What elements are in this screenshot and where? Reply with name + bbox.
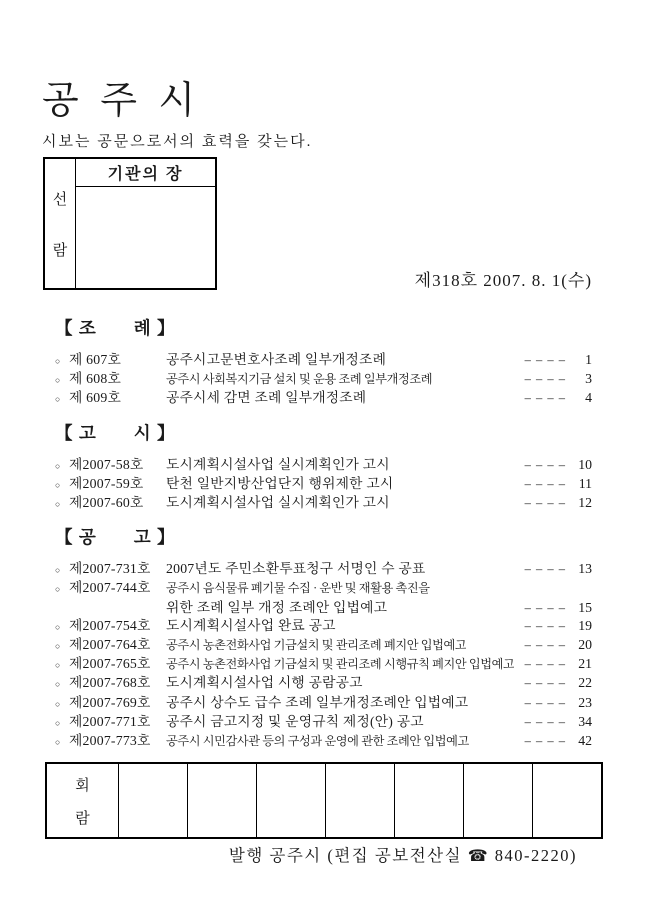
item-title: 공주시 사회복지기금 설치 및 운용 조례 일부개정조례 <box>166 372 433 387</box>
item-title: 공주시고문변호사조례 일부개정조례 <box>166 352 387 367</box>
table-of-contents <box>55 318 592 751</box>
item-page-number: 23 <box>578 694 592 710</box>
item-title: 탄천 일반지방산업단지 행위제한 고시 <box>166 475 394 491</box>
item-title: 도시계획시설사업 실시계획인가 고시 <box>166 495 390 511</box>
item-bullet-icon: ○ <box>55 660 61 671</box>
circulation-char-2: 람 <box>75 810 90 827</box>
circulation-empty-cell <box>188 764 257 837</box>
item-bullet-icon: ○ <box>55 460 61 471</box>
section-notifications <box>55 423 592 514</box>
item-title: 공주시 농촌전화사업 기금설치 및 관리조례 시행규칙 폐지안 입법예고 <box>166 657 515 672</box>
item-page-number: 13 <box>578 561 592 577</box>
review-stamp-header: 기관의 장 <box>76 159 215 187</box>
section-announcements <box>55 527 592 751</box>
item-bullet-icon: ○ <box>55 717 61 728</box>
item-number: 제2007-771호 <box>69 713 151 729</box>
item-number: 제 607호 <box>69 352 121 367</box>
item-number: 제 609호 <box>69 390 121 406</box>
toc-item <box>55 389 592 408</box>
item-leader-dashes: – – – – <box>524 638 566 653</box>
item-number: 제2007-764호 <box>69 637 151 653</box>
item-leader-dashes: – – – – <box>524 353 566 367</box>
circulation-label <box>47 764 119 837</box>
item-leader-dashes: – – – – <box>524 714 566 729</box>
item-bullet-icon: ○ <box>55 621 61 632</box>
item-number: 제2007-768호 <box>69 675 151 691</box>
item-page-number: 19 <box>578 617 592 633</box>
item-bullet-icon: ○ <box>55 584 61 595</box>
circulation-empty-cell <box>119 764 188 837</box>
circulation-empty-cell <box>464 764 533 837</box>
toc-item-continuation <box>55 599 592 617</box>
item-leader-dashes: – – – – <box>524 657 566 672</box>
section-header-announcements: 【 공 고 】 <box>55 527 176 548</box>
circulation-box <box>45 762 603 839</box>
item-title: 공주시세 감면 조례 일부개정조례 <box>166 390 367 406</box>
item-page-number: 34 <box>578 713 592 729</box>
issue-number-date: 제318호 2007. 8. 1(수) <box>414 271 592 290</box>
review-stamp-side-label <box>45 159 76 288</box>
item-leader-dashes: – – – – <box>524 676 566 691</box>
item-leader-dashes: – – – – <box>524 457 566 472</box>
item-title: 공주시 시민감사관 등의 구성과 운영에 관한 조례안 입법예고 <box>166 734 469 749</box>
telephone-icon: ☎ <box>467 848 490 865</box>
section-ordinances <box>55 318 592 409</box>
toc-item <box>55 732 592 751</box>
item-page-number: 3 <box>585 371 592 387</box>
item-bullet-icon: ○ <box>55 375 61 386</box>
item-title: 공주시 금고지정 및 운영규칙 제정(안) 공고 <box>166 713 424 729</box>
item-bullet-icon: ○ <box>55 565 61 576</box>
item-bullet-icon: ○ <box>55 737 61 748</box>
item-leader-dashes: – – – – <box>524 618 566 633</box>
item-leader-dashes: – – – – <box>524 372 566 387</box>
gazette-subtitle: 시보는 공문으로서의 효력을 갖는다. <box>42 134 313 150</box>
item-number: 제2007-731호 <box>69 561 151 577</box>
item-leader-dashes: – – – – <box>524 600 566 615</box>
review-stamp-empty-area <box>76 187 215 288</box>
item-bullet-icon: ○ <box>55 499 61 510</box>
publisher-phone-number: 840-2220) <box>494 846 577 865</box>
item-number: 제2007-754호 <box>69 617 151 633</box>
toc-item <box>55 579 592 598</box>
toc-item <box>55 674 592 693</box>
toc-item <box>55 655 592 674</box>
item-title: 도시계획시설사업 완료 공고 <box>166 617 336 633</box>
item-page-number: 21 <box>578 656 592 672</box>
item-number: 제2007-769호 <box>69 694 151 710</box>
toc-item <box>55 694 592 713</box>
section-header-ordinances: 【 조 례 】 <box>55 318 176 338</box>
toc-item <box>55 351 592 370</box>
item-leader-dashes: – – – – <box>524 562 566 577</box>
toc-item <box>55 494 592 513</box>
item-page-number: 10 <box>578 456 592 472</box>
item-number: 제2007-744호 <box>69 580 151 596</box>
toc-item <box>55 370 592 389</box>
circulation-empty-cell <box>326 764 395 837</box>
item-bullet-icon: ○ <box>55 679 61 690</box>
item-number: 제2007-773호 <box>69 733 151 749</box>
item-title: 2007년도 주민소환투표청구 서명인 수 공표 <box>166 561 426 577</box>
item-page-number: 4 <box>585 390 592 406</box>
item-bullet-icon: ○ <box>55 479 61 490</box>
review-stamp-box <box>43 157 217 290</box>
review-stamp-main <box>76 159 215 288</box>
item-bullet-icon: ○ <box>55 356 61 366</box>
item-page-number: 11 <box>578 475 592 491</box>
item-page-number: 15 <box>578 599 592 615</box>
toc-item <box>55 617 592 636</box>
item-bullet-icon: ○ <box>55 641 61 652</box>
item-number: 제2007-765호 <box>69 656 151 672</box>
toc-item <box>55 560 592 579</box>
item-leader-dashes: – – – – <box>524 496 566 511</box>
publisher-footer <box>229 842 577 866</box>
circulation-empty-cell <box>533 764 601 837</box>
item-leader-dashes: – – – – <box>524 476 566 491</box>
item-page-number: 1 <box>585 352 592 367</box>
item-title: 공주시 상수도 급수 조례 일부개정조례안 입법예고 <box>166 694 469 710</box>
item-bullet-icon: ○ <box>55 698 61 709</box>
item-page-number: 42 <box>578 733 592 749</box>
circulation-empty-cell <box>257 764 326 837</box>
item-title: 위한 조례 일부 개정 조례안 입법예고 <box>166 599 388 615</box>
review-side-char-2: 람 <box>52 242 68 259</box>
item-title: 도시계획시설사업 실시계획인가 고시 <box>166 456 390 472</box>
item-page-number: 20 <box>578 637 592 653</box>
city-title: 공 주 시 <box>42 80 202 122</box>
section-header-notifications: 【 고 시 】 <box>55 422 176 443</box>
toc-item <box>55 475 592 494</box>
publisher-text: 발행 공주시 (편집 공보전산실 <box>228 846 463 865</box>
item-number: 제2007-59호 <box>69 475 144 491</box>
item-leader-dashes: – – – – <box>524 734 566 749</box>
review-side-char-1: 선 <box>52 191 68 208</box>
circulation-char-1: 회 <box>75 777 90 794</box>
item-title: 공주시 음식물류 폐기물 수집 · 운반 및 재활용 촉진을 <box>166 581 430 596</box>
item-page-number: 12 <box>578 495 592 511</box>
circulation-empty-cell <box>395 764 464 837</box>
item-leader-dashes: – – – – <box>524 695 566 710</box>
item-number: 제2007-60호 <box>69 495 144 511</box>
item-number: 제2007-58호 <box>69 456 144 472</box>
toc-item <box>55 713 592 732</box>
item-page-number: 22 <box>578 675 592 691</box>
item-title: 공주시 농촌전화사업 기금설치 및 관리조례 폐지안 입법예고 <box>166 638 467 653</box>
item-leader-dashes: – – – – <box>524 391 566 406</box>
item-title: 도시계획시설사업 시행 공람공고 <box>166 675 363 691</box>
item-bullet-icon: ○ <box>55 394 61 405</box>
toc-item <box>55 636 592 655</box>
item-number: 제 608호 <box>69 371 121 387</box>
toc-item <box>55 456 592 475</box>
